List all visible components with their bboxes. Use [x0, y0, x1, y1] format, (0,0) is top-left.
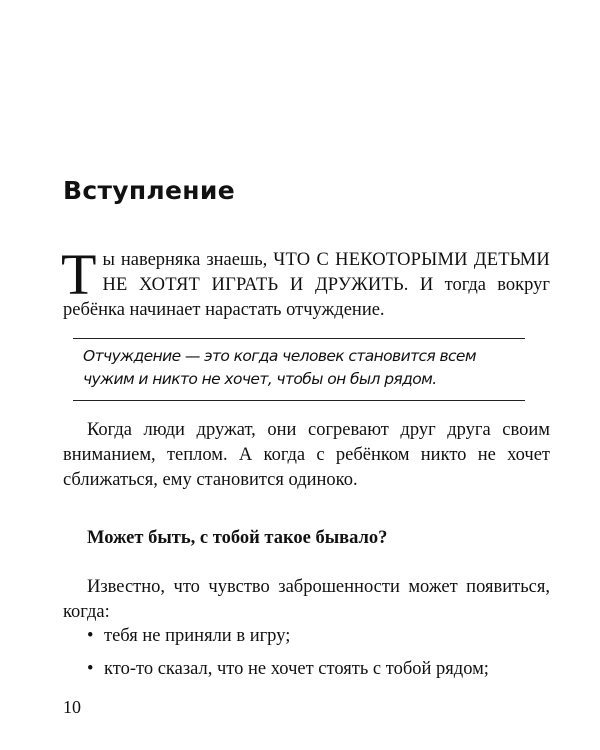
- list-item: [87, 624, 489, 649]
- intro-text-start: ы наверняка знаешь,: [102, 250, 274, 270]
- drop-cap: Т: [61, 242, 97, 307]
- list-item-text: тебя не приняли в игру;: [104, 626, 291, 646]
- page-number: 10: [63, 697, 81, 717]
- paragraph-abandonment: Известно, что чувство заброшенности может появиться, когда:: [63, 577, 550, 622]
- chapter-title: Вступление: [63, 176, 235, 205]
- bullet-list: [87, 624, 489, 690]
- section-subheading: Может быть, с тобой такое бывало?: [87, 528, 388, 548]
- intro-caps-text: ЧТО С НЕКОТОРЫМИ ДЕТЬМИ НЕ ХОТЯТ ИГРАТЬ И ДРУЖИТЬ.: [102, 250, 550, 295]
- list-item: [87, 657, 489, 682]
- intro-paragraph: [61, 242, 550, 323]
- paragraph-friendship: Когда люди дружат, они согревают друг друга своим вниманием, теплом. А когда с ребёнком никто не хочет сближаться, ему становится одиноко.: [63, 420, 550, 490]
- intro-text-end: И тогда вокруг ребёнка начинает нарастать отчуждение.: [63, 275, 550, 320]
- bullet-icon: •: [87, 626, 94, 646]
- bullet-icon: •: [87, 659, 94, 679]
- definition-callout: [73, 338, 525, 401]
- list-item-text: кто-то сказал, что не хочет стоять с тобой рядом;: [104, 659, 489, 679]
- definition-text: Отчуждение — это когда человек становится всем чужим и никто не хочет, чтобы он был рядом.: [83, 347, 476, 388]
